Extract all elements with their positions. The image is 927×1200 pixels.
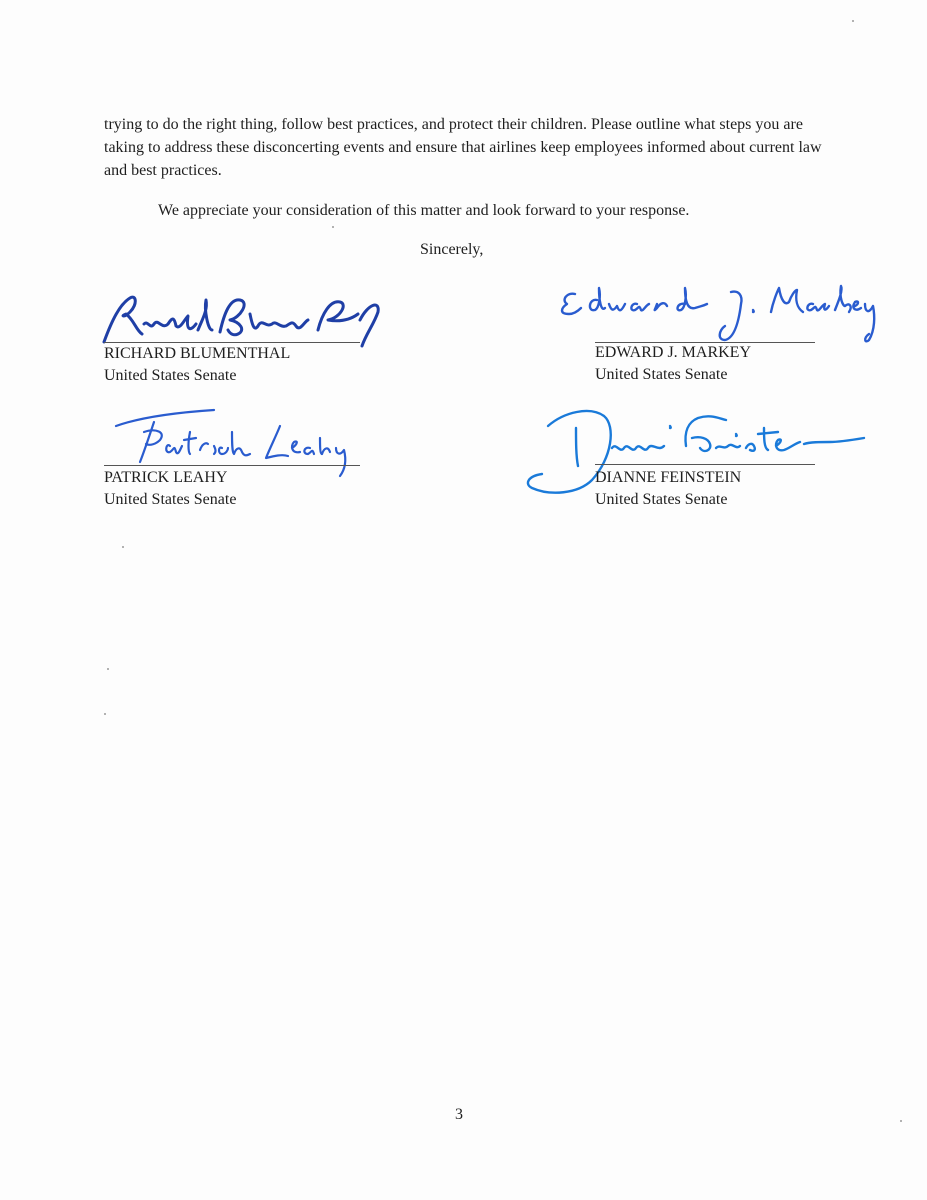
signatory-name: DIANNE FEINSTEIN: [595, 469, 742, 486]
scan-speck: [900, 1120, 902, 1122]
scan-speck: [332, 226, 334, 228]
signature-line: [104, 465, 360, 466]
signatory-title: United States Senate: [595, 366, 728, 383]
signatory-title: United States Senate: [104, 491, 237, 508]
signature-line: [595, 464, 815, 465]
page-number: 3: [455, 1106, 463, 1123]
body-paragraph-1: trying to do the right thing, follow best practices, and protect their children. Please outline what steps you are taking to address these disconcerting events and ensure that airlines keep employees informed about current law and best practices.: [104, 116, 822, 179]
scan-speck: [852, 20, 854, 22]
signatory-title: United States Senate: [104, 367, 237, 384]
signature-blumenthal: [90, 290, 410, 350]
scan-speck: [122, 546, 124, 548]
signatory-name: EDWARD J. MARKEY: [595, 344, 751, 361]
scan-speck: [104, 713, 106, 715]
signatory-name: PATRICK LEAHY: [104, 469, 228, 486]
signature-line: [104, 342, 360, 343]
signatory-title: United States Senate: [595, 491, 728, 508]
signatory-name: RICHARD BLUMENTHAL: [104, 345, 291, 362]
body-paragraph-2: We appreciate your consideration of this matter and look forward to your response.: [158, 202, 690, 219]
closing-salutation: Sincerely,: [420, 241, 484, 258]
scan-speck: [107, 668, 109, 670]
